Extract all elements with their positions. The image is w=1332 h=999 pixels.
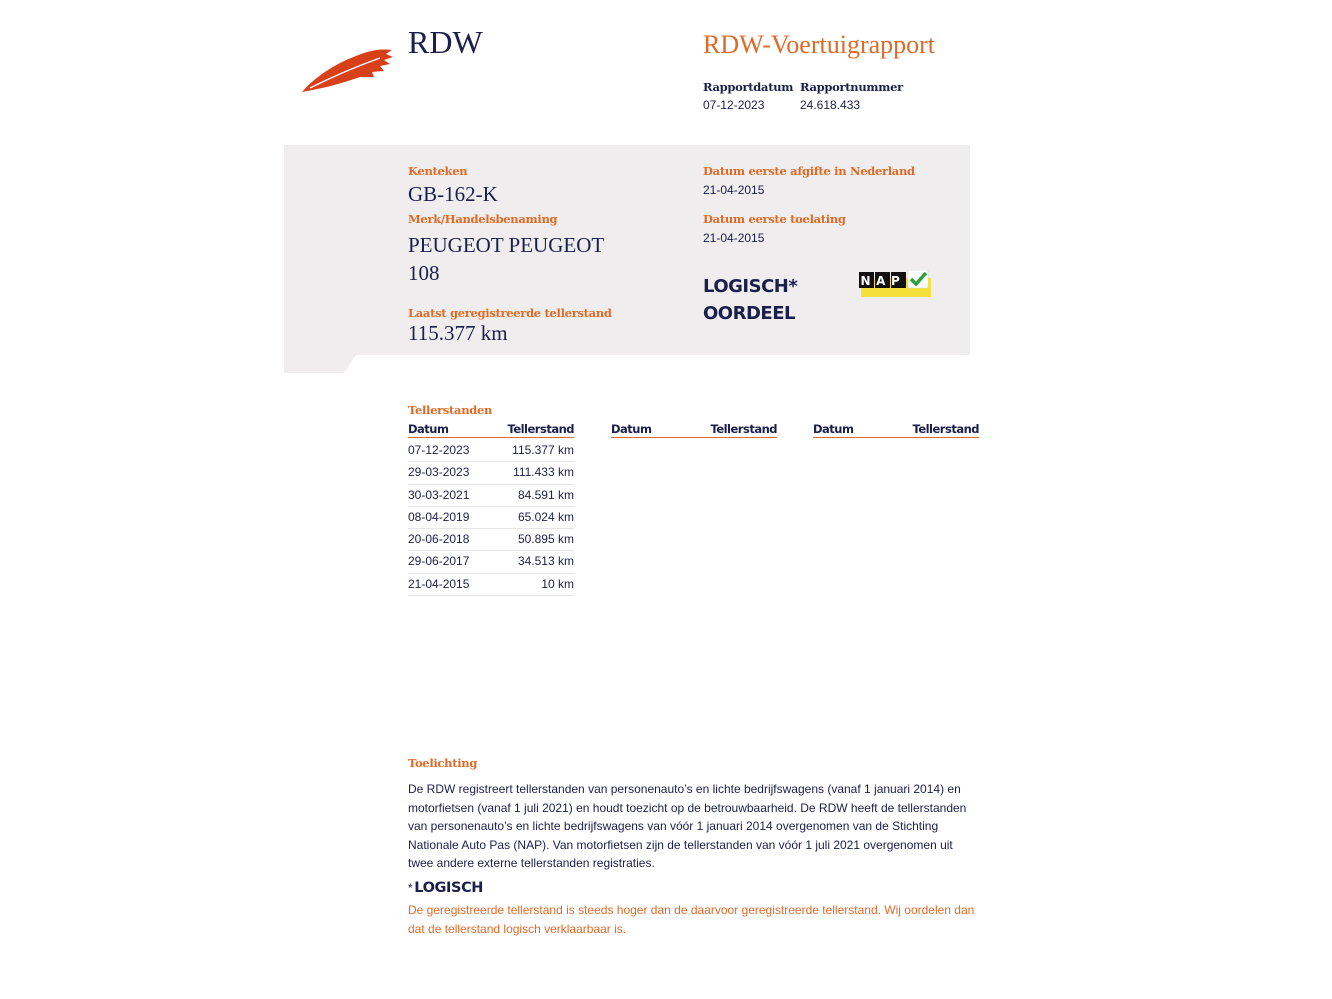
- kenteken-label: Kenteken: [408, 164, 468, 178]
- summary-panel: [284, 145, 970, 373]
- table-body: [408, 440, 574, 596]
- table-row: [408, 507, 574, 529]
- col-date-header: Datum: [813, 422, 854, 436]
- row-value: 84.591 km: [517, 487, 574, 502]
- row-value: 111.433 km: [513, 465, 574, 480]
- verdict: [703, 273, 797, 327]
- col-value-header: Tellerstand: [912, 422, 979, 436]
- legend-star: *: [408, 881, 413, 895]
- odometer-history-title: Tellerstanden: [408, 403, 493, 417]
- legend-text: De geregistreerde tellerstand is steeds hoger dan de daarvoor geregistreerde tellerstand. Wij oordelen dan dat de tellerstand logisch verklaarbaar is.: [408, 903, 975, 936]
- verdict-line-2: OORDEEL: [703, 303, 795, 324]
- explanation-text: De RDW registreert tellerstanden van personenauto’s en lichte bedrijfswagens (vanaf 1 januari 2014) en motorfietsen (vanaf 1 juli 2021) en houdt toezicht op de betrouwbaarheid. De RDW heeft de tellerstanden van personenauto’s en lichte bedrijfswagens van vóór 1 januari 2014 overgenomen van de Stichting Nationale Auto Pas (NAP). Van motorfietsen zijn de tellerstanden van vóór 1 juli 2021 overgenomen uit twee andere externe tellerstanden registraties.: [408, 782, 967, 870]
- row-date: 08-04-2019: [408, 509, 470, 524]
- report-date: 07-12-2023: [703, 98, 765, 112]
- odometer-table-1: [408, 422, 574, 596]
- row-date: 29-06-2017: [408, 554, 470, 569]
- first-admission-value: 21-04-2015: [703, 231, 765, 245]
- row-date: 29-03-2023: [408, 465, 470, 480]
- report-number-label: Rapportnummer: [800, 80, 903, 94]
- row-value: 10 km: [541, 576, 574, 591]
- first-issue-nl-label: Datum eerste afgifte in Nederland: [703, 164, 915, 178]
- report-number: 24.618.433: [800, 98, 861, 112]
- col-date-header: Datum: [408, 422, 449, 436]
- table-row: [408, 574, 574, 596]
- merk-value: PEUGEOT PEUGEOT 108: [408, 233, 604, 285]
- explanation-title: Toelichting: [408, 756, 478, 770]
- table-row: [408, 462, 574, 484]
- table-header: [813, 422, 979, 438]
- row-date: 21-04-2015: [408, 576, 470, 591]
- first-issue-nl-value: 21-04-2015: [703, 183, 765, 197]
- nap-badge-text: NAP: [860, 274, 906, 288]
- row-date: 30-03-2021: [408, 487, 470, 502]
- table-header: [611, 422, 777, 438]
- legend-title-text: LOGISCH: [414, 880, 484, 896]
- table-row: [408, 529, 574, 551]
- last-odometer-label: Laatst geregistreerde tellerstand: [408, 306, 612, 320]
- rdw-logo-icon: [300, 44, 396, 96]
- merk-label: Merk/Handelsbenaming: [408, 212, 558, 226]
- table-row: [408, 440, 574, 462]
- last-odometer-value: 115.377 km: [408, 321, 508, 345]
- report-date-label: Rapportdatum: [703, 80, 794, 94]
- row-date: 20-06-2018: [408, 532, 470, 547]
- row-value: 50.895 km: [517, 532, 574, 547]
- col-value-header: Tellerstand: [710, 422, 777, 436]
- nap-badge-icon: [859, 270, 931, 298]
- col-value-header: Tellerstand: [507, 422, 574, 436]
- first-admission-label: Datum eerste toelating: [703, 212, 846, 226]
- verdict-line-1: LOGISCH*: [703, 276, 798, 297]
- row-value: 34.513 km: [517, 554, 574, 569]
- col-date-header: Datum: [611, 422, 652, 436]
- kenteken-value: GB-162-K: [408, 182, 498, 206]
- brand-name: RDW: [408, 24, 483, 60]
- report-title: RDW-Voertuigrapport: [703, 30, 936, 59]
- row-value: 65.024 km: [517, 509, 574, 524]
- legend-title: [408, 880, 483, 896]
- odometer-table-2: [611, 422, 777, 438]
- odometer-table-3: [813, 422, 979, 438]
- row-date: 07-12-2023: [408, 443, 470, 457]
- table-row: [408, 485, 574, 507]
- table-row: [408, 551, 574, 573]
- row-value: 115.377 km: [512, 443, 574, 457]
- table-header: [408, 422, 574, 438]
